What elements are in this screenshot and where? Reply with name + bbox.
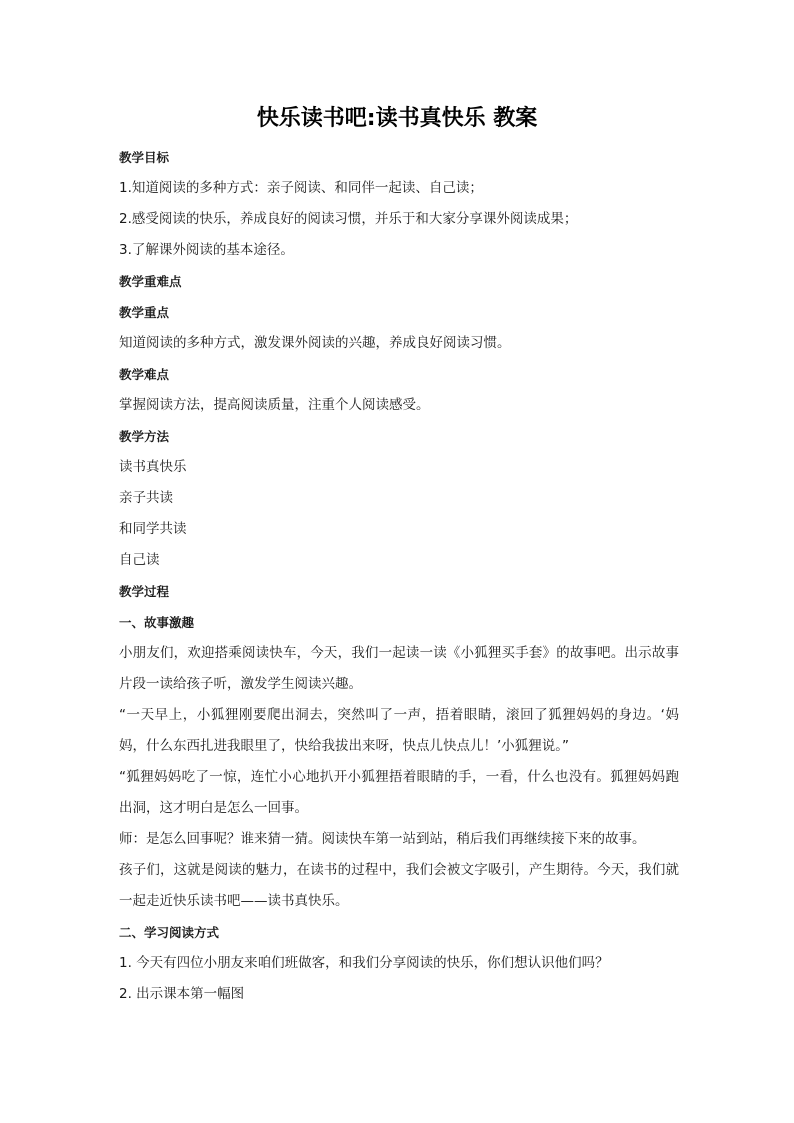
subsection-heading-reading-methods: 二、学习阅读方式 [119,925,220,940]
paragraph-quote-1: “一天早上，小狐狸刚要爬出洞去，突然叫了一声，捂着眼睛，滚回了狐狸妈妈的身边。‘妈妈，什么东西扎进我眼里了，快给我拔出来呀，快点儿快点儿！’小狐狸说。” [119,707,679,754]
paragraph-quote-2: “狐狸妈妈吃了一惊，连忙小心地扒开小狐狸捂着眼睛的手，一看，什么也没有。狐狸妈妈跑出洞，这才明白是怎么一回事。 [119,769,679,816]
section-heading-objectives: 教学目标 [119,150,170,165]
paragraph-children: 孩子们，这就是阅读的魅力，在读书的过程中，我们会被文字吸引，产生期待。今天，我们就一起走近快乐读书吧——读书真快乐。 [119,862,679,909]
section-heading-key-difficult: 教学重难点 [119,274,182,289]
paragraph-intro: 小朋友们，欢迎搭乘阅读快车，今天，我们一起读一读《小狐狸买手套》的故事吧。出示故事片段一读给孩子听，激发学生阅读兴趣。 [119,645,679,692]
document-body [119,142,679,1010]
method-item-4: 自己读 [119,552,160,568]
subsection-heading-story: 一、故事激趣 [119,615,195,630]
method-item-2: 亲子共读 [119,490,173,506]
section-heading-difficulties: 教学难点 [119,367,170,382]
method-item-1: 读书真快乐 [119,459,187,475]
reading-methods-item-2: 2. 出示课本第一幅图 [119,986,245,1002]
reading-methods-item-1: 1. 今天有四位小朋友来咱们班做客，和我们分享阅读的快乐，你们想认识他们吗？ [119,955,609,971]
document-title: 快乐读书吧:读书真快乐 教案 [256,106,538,131]
objective-item-3: 3.了解课外阅读的基本途径。 [119,242,294,258]
section-heading-methods: 教学方法 [119,429,170,444]
objective-item-2: 2.感受阅读的快乐，养成良好的阅读习惯，并乐于和大家分享课外阅读成果； [119,211,578,227]
method-item-3: 和同学共读 [119,521,187,537]
paragraph-teacher: 师：是怎么回事呢？谁来猜一猜。阅读快车第一站到站，稍后我们再继续接下来的故事。 [119,831,646,847]
section-heading-key-points: 教学重点 [119,305,170,320]
key-points-text: 知道阅读的多种方式，激发课外阅读的兴趣，养成良好阅读习惯。 [119,335,511,351]
difficulties-text: 掌握阅读方法，提高阅读质量，注重个人阅读感受。 [119,397,430,413]
objective-item-1: 1.知道阅读的多种方式：亲子阅读、和同伴一起读、自己读； [119,180,483,196]
section-heading-process: 教学过程 [119,584,170,599]
